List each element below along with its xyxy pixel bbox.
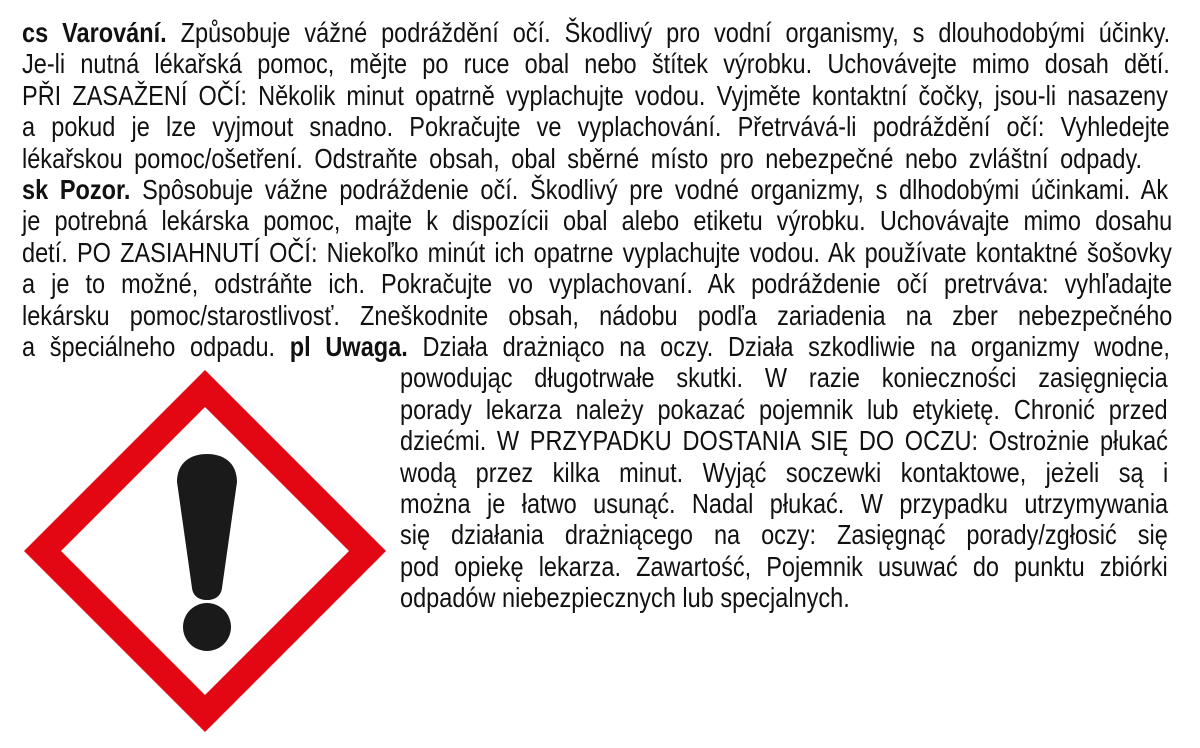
pl-line-9	[400, 582, 850, 613]
line-text: odpadów niebezpiecznych lub specjalnych.	[400, 582, 850, 614]
cs-line-5	[22, 143, 1142, 174]
pl-line-3	[400, 394, 1168, 425]
line-text: Je-li nutná lékařská pomoc, mějte po ruce obal nebo štítek výrobku. Uchovávejte mimo dosah dětí.	[22, 48, 1170, 80]
line-text: pod opiekę lekarza. Zawartość, Pojemnik usuwać do punktu zbiórki	[400, 550, 1168, 582]
line-text: PŘI ZASAŽENÍ OČÍ: Několik minut opatrně vyplachujte vodou. Vyjměte kontaktní čočky, jsou-li nasazeny	[22, 79, 1168, 111]
line-text: się działania drażniącego na oczy: Zasięgnąć porady/zgłosić się	[400, 519, 1168, 551]
signal-word-sk: Pozor.	[59, 174, 131, 205]
pl-line-8	[400, 551, 1168, 582]
signal-word-pl: Uwaga.	[325, 331, 408, 362]
sk-line-1	[22, 174, 1168, 205]
line-text: lekársku pomoc/starostlivosť. Zneškodnite obsah, nádobu podľa zariadenia na zber nebezpečného	[22, 299, 1173, 331]
sk-line-6-pl-line-1	[22, 331, 1170, 362]
sk-line-2	[22, 205, 1172, 236]
cs-line-1	[22, 17, 1170, 48]
exclamation-dot-icon	[183, 603, 231, 651]
line-text: dziećmi. W PRZYPADKU DOSTANIA SIĘ DO OCZU: Ostrożnie płukać	[400, 425, 1168, 457]
line-text: detí. PO ZASIAHNUTÍ OČÍ: Niekoľko minút ich opatrne vyplachujte vodou. Ak používate kontaktné šošovky	[22, 236, 1172, 268]
line-text: Spôsobuje vážne podráždenie očí. Škodlivý pre vodné organizmy, s dlhodobými účinkami. Ak	[142, 174, 1169, 205]
lang-code-sk: sk	[22, 174, 49, 205]
pl-line-2	[400, 362, 1168, 393]
pl-line-5	[400, 457, 1168, 488]
ghs07-pictogram	[20, 366, 390, 736]
cs-line-3	[22, 80, 1168, 111]
cs-line-4	[22, 111, 1170, 142]
pl-line-4	[400, 425, 1168, 456]
line-text: powodując długotrwałe skutki. W razie konieczności zasięgnięcia	[400, 362, 1168, 394]
line-text: wodą przez kilka minut. Wyjąć soczewki kontaktowe, jeżeli są i	[400, 456, 1169, 488]
line-text: można je łatwo usunąć. Nadal płukać. W przypadku utrzymywania	[400, 488, 1169, 519]
sk-line-4	[22, 268, 1172, 299]
pl-line-7	[400, 519, 1168, 550]
lang-code-cs: cs	[22, 17, 49, 48]
line-text: Způsobuje vážné podráždění očí. Škodlivý pro vodní organismy, s dlouhodobými účinky.	[180, 17, 1171, 48]
sk-line-5	[22, 300, 1172, 331]
line-text: a špeciálneho odpadu.	[22, 331, 276, 362]
cs-line-2	[22, 48, 1170, 79]
pl-line-6	[400, 488, 1168, 519]
sk-line-3	[22, 237, 1172, 268]
line-text: porady lekarza należy pokazać pojemnik lub etykietę. Chronić przed	[400, 393, 1168, 425]
signal-word-cs: Varování.	[62, 17, 167, 48]
line-text: je potrebná lekárska pomoc, majte k dispozícii obal alebo etiketu výrobku. Uchovávajte mimo dosahu	[22, 205, 1173, 237]
line-text: a pokud je lze vyjmout snadno. Pokračujte ve vyplachování. Přetrvává-li podráždění očí: Vyhledejte	[22, 111, 1170, 143]
lang-code-pl: pl	[289, 331, 311, 362]
line-text: a je to možné, odstráňte ich. Pokračujte vo vyplachovaní. Ak podráždenie očí pretrváva: vyhľadajte	[22, 268, 1173, 300]
line-text: lékařskou pomoc/ošetření. Odstraňte obsah, obal sběrné místo pro nebezpečné nebo zvláštní odpady.	[22, 142, 1143, 174]
line-text: Działa drażniąco na oczy. Działa szkodliwie na organizmy wodne,	[422, 331, 1170, 362]
